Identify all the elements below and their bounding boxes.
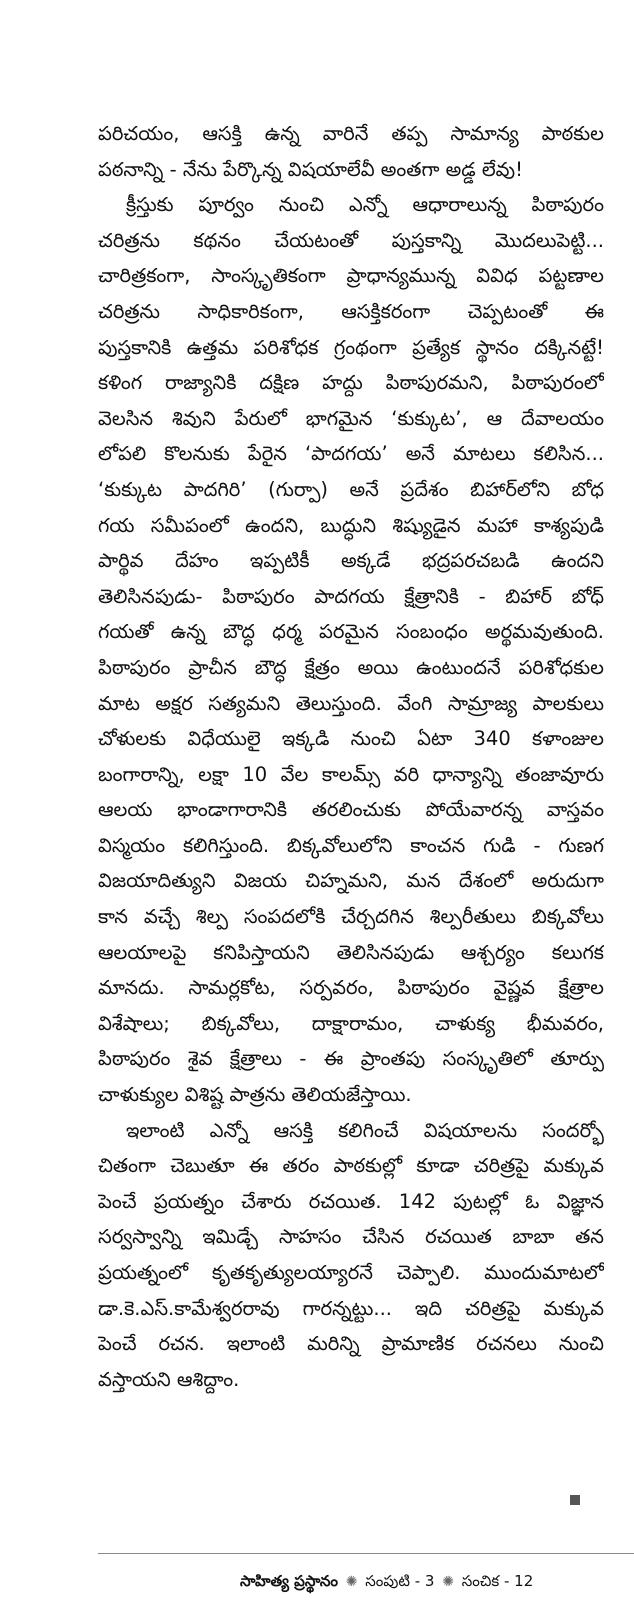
article-line: ఇలాంటి ఎన్నో ఆసక్తి కలిగించే విషయాలను సందర్భో xyxy=(126,1118,604,1142)
article-line: మాట అక్షర సత్యమని తెలుస్తుంది. వేంగి సామ్రాజ్య పాలకులు xyxy=(98,691,604,715)
article-line: చాళుక్యుల విశిష్ట పాత్రను తెలియజేస్తాయి. xyxy=(98,1083,412,1107)
article-line: పార్థివ దేహం ఇప్పటికీ అక్కడే భద్రపరచబడి ఉందని xyxy=(98,549,604,573)
article-line: చరిత్రను కథనం చేయటంతో పుస్తకాన్ని మొదలుపెట్టి... xyxy=(98,228,604,252)
article-line: పఠనాన్ని - నేను పేర్కొన్న విషయాలేవీ అంతగా అడ్డ లేవు! xyxy=(98,157,523,181)
article-line: ప్రయత్నంలో కృతకృత్యులయ్యారనే చెప్పాలి. ముందుమాటలో xyxy=(98,1261,604,1284)
article-line: లోపలి కొలనుకు పేరైన ‘పాదగయ’ అనే మాటలు కలిసిన... xyxy=(98,442,604,466)
article-line: చోళులకు విధేయులై ఇక్కడి నుంచి ఏటా 340 కళాంజుల xyxy=(98,727,604,751)
flower-icon: ✺ xyxy=(442,1574,454,1590)
article-line: విజయాదిత్యుని విజయ చిహ్నమని, మన దేశంలో అరుదుగా xyxy=(98,869,604,893)
article-line: పెంచే ప్రయత్నం చేశారు రచయిత. 142 పుటల్లో ఓ విజ్ఞాన xyxy=(98,1189,604,1213)
article-line: తెలిసినపుడు- పిఠాపురం పాదగయ క్షేత్రానికి - బిహార్ బోధ్ xyxy=(98,584,604,608)
article-line: విస్మయం కలిగిస్తుంది. బిక్కవోలులోని కాంచన గుడి - గుణగ xyxy=(98,833,604,857)
article-line: వస్తాయని ఆశిద్దాం. xyxy=(98,1367,240,1391)
article-line: పెంచే రచన. ఇలాంటి మరిన్ని ప్రామాణిక రచనలు నుంచి xyxy=(98,1332,604,1356)
footer-issue: సంచిక - 12 xyxy=(461,1572,534,1590)
article-line: చితంగా చెబుతూ ఈ తరం పాఠకుల్లో కూడా చరిత్రపై మక్కువ xyxy=(98,1154,604,1178)
article-line: వెలసిన శివుని పేరులో భాగమైన ‘కుక్కుట’, ఆ దేవాలయం xyxy=(98,406,604,430)
article-line: పిఠాపురం ప్రాచీన బౌద్ధ క్షేత్రం అయి ఉంటుందనే పరిశోధకుల xyxy=(98,655,604,679)
footer-divider xyxy=(98,1553,634,1554)
article-line: ఆలయ భాండాగారానికి తరలించుకు పోయేవారన్న వాస్తవం xyxy=(98,798,604,822)
article-line: విశేషాలు; బిక్కవోలు, దాక్షారామం, చాళుక్య భీమవరం, xyxy=(98,1011,604,1035)
article-line: పిఠాపురం శైవ క్షేత్రాలు - ఈ ప్రాంతపు సంస్కృతిలో తూర్పు xyxy=(98,1047,604,1071)
article-line: డా.కె.ఎస్.కామేశ్వరరావు గారన్నట్టు... ఇది చరిత్రపై మక్కువ xyxy=(98,1296,604,1320)
article-line: బంగారాన్ని, లక్షా 10 వేల కాలమ్స్ వరి ధాన్యాన్ని తంజావూరు xyxy=(98,762,604,786)
article-line: గయతో ఉన్న బౌద్ధ ధర్మ పరమైన సంబంధం అర్థమవుతుంది. xyxy=(98,620,604,644)
footer-volume: సంపుటి - 3 xyxy=(365,1572,435,1590)
article-line: చరిత్రను సాధికారికంగా, ఆసక్తికరంగా చెప్పటంతో ఈ xyxy=(98,299,604,323)
article-line: సర్వస్వాన్ని ఇమిడ్చే సాహసం చేసిన రచయిత బాబా తన xyxy=(98,1225,604,1249)
article-line: క్రీస్తుకు పూర్వం నుంచి ఎన్నో ఆధారాలున్న పిఠాపురం xyxy=(126,193,604,217)
article-line: చారిత్రకంగా, సాంస్కృతికంగా ప్రాధాన్యమున్న వివిధ పట్టణాల xyxy=(98,264,604,288)
flower-icon: ✺ xyxy=(345,1574,358,1590)
article-line: గయ సమీపంలో ఉందని, బుద్ధుని శిష్యుడైన మహా కాశ్యపుడి xyxy=(98,513,604,537)
article-line: ‘కుక్కుట పాదగిరి’ (గుర్పా) అనే ప్రదేశం బిహార్‌లోని బోధ xyxy=(98,477,604,501)
article-line: కళింగ రాజ్యానికి దక్షిణ హద్దు పిఠాపురమని, పిఠాపురంలో xyxy=(98,371,604,395)
article-line: కాన వచ్చే శిల్ప సంపదలోకి చేర్చదగిన శిల్పరీతులు బిక్కవోలు xyxy=(98,905,604,929)
article-line: ఆలయాలపై కనిపిస్తాయని తెలిసినపుడు ఆశ్చర్యం కలుగక xyxy=(98,940,604,964)
footer-magazine-name: సాహిత్య ప్రస్థానం xyxy=(240,1572,338,1590)
article-line: పరిచయం, ఆసక్తి ఉన్న వారినే తప్ప సామాన్య పాఠకుల xyxy=(98,122,604,145)
article-body xyxy=(98,116,604,1397)
article-line: పుస్తకానికి ఉత్తమ పరిశోధక గ్రంథంగా ప్రత్యేక స్థానం దక్కినట్టే! xyxy=(98,335,604,359)
page-footer xyxy=(240,1570,630,1592)
end-of-article-square-icon xyxy=(570,1495,580,1505)
article-line: మానదు. సామర్లకోట, సర్పవరం, పిఠాపురం వైష్ణవ క్షేత్రాల xyxy=(98,976,604,1000)
